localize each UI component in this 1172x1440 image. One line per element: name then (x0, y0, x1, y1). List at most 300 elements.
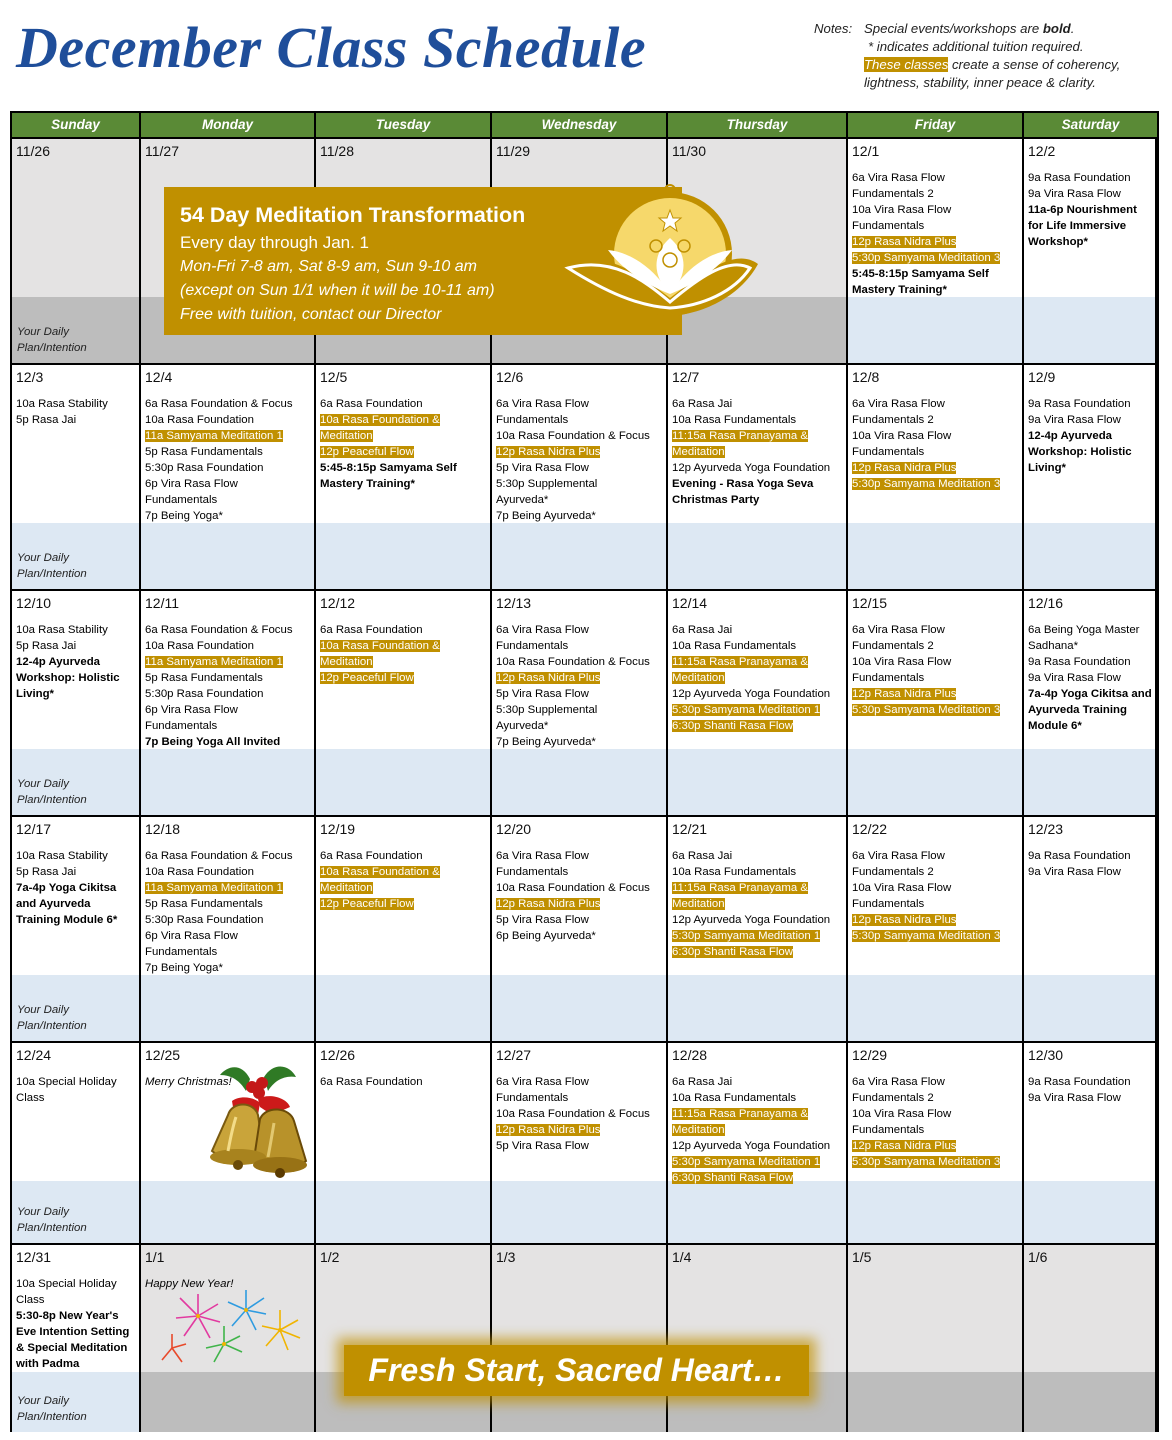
special-event (16, 654, 137, 670)
day-events (852, 396, 1020, 492)
event-text: 11a Samyama Meditation 1 (145, 430, 283, 442)
class-entry (496, 718, 664, 734)
event-text: Fundamentals (852, 1124, 925, 1136)
day-events (852, 170, 1020, 298)
event-text: 6a Vira Rasa Flow (852, 1076, 945, 1088)
day-events (16, 1074, 137, 1106)
day-events (672, 1074, 844, 1186)
plan-intention-label (17, 324, 87, 356)
day-events (672, 848, 844, 960)
featured-class (672, 654, 844, 670)
featured-class (496, 444, 664, 460)
event-text: Ayurveda* (496, 494, 549, 506)
plan-label-line-2: Plan/Intention (17, 568, 87, 580)
event-text: 12p Rasa Nidra Plus (852, 688, 957, 700)
class-entry (496, 1106, 664, 1122)
calendar-day-cell (668, 1043, 846, 1243)
event-text: 12p Rasa Nidra Plus (852, 236, 957, 248)
featured-class (672, 896, 844, 912)
event-text: Fundamentals 2 (852, 1092, 934, 1104)
calendar-day-cell (1024, 817, 1155, 1041)
class-entry (1028, 396, 1153, 412)
event-text: 5:30p Samyama Meditation 3 (852, 252, 1001, 264)
event-text: Meditation (672, 1124, 725, 1136)
class-entry (1028, 622, 1153, 638)
event-text: 10a Rasa Fundamentals (672, 1092, 797, 1104)
day-date: 1/3 (496, 1249, 516, 1265)
plan-intention-area (492, 1181, 666, 1243)
event-text: Meditation (672, 672, 725, 684)
class-entry (672, 848, 844, 864)
special-event (16, 1308, 137, 1324)
event-text: Fundamentals (145, 946, 218, 958)
day-events (16, 622, 137, 702)
event-text: 6p Vira Rasa Flow (145, 930, 238, 942)
special-event (852, 282, 1020, 298)
fresh-start-banner: Fresh Start, Sacred Heart… (344, 1345, 809, 1396)
event-text: 12p Rasa Nidra Plus (852, 1140, 957, 1152)
event-text: 5p Vira Rasa Flow (496, 914, 589, 926)
event-text: 10a Vira Rasa Flow (852, 882, 952, 894)
event-text: 9a Rasa Foundation (1028, 172, 1131, 184)
featured-class (320, 444, 488, 460)
day-date: 12/22 (852, 821, 888, 837)
featured-class (496, 896, 664, 912)
class-entry (496, 1090, 664, 1106)
featured-class (852, 476, 1020, 492)
special-event (672, 492, 844, 508)
day-date: 12/27 (496, 1047, 532, 1063)
event-text: 10a Special Holiday (16, 1278, 117, 1290)
featured-class (852, 912, 1020, 928)
calendar-day-cell (848, 139, 1022, 363)
calendar-day-cell (12, 1043, 139, 1243)
event-text: Meditation (320, 430, 373, 442)
event-text: 10a Rasa Foundation & Focus (496, 430, 650, 442)
event-text: 9a Vira Rasa Flow (1028, 1092, 1121, 1104)
event-text: 6:30p Shanti Rasa Flow (672, 946, 793, 958)
event-text: 6a Rasa Foundation (320, 850, 423, 862)
event-text: 10a Rasa Foundation (145, 414, 254, 426)
event-text: 10a Vira Rasa Flow (852, 430, 952, 442)
event-text: 6a Rasa Foundation & Focus (145, 398, 293, 410)
day-events (16, 396, 137, 428)
event-text: Training Module 6* (16, 914, 118, 926)
day-events (145, 396, 312, 524)
class-entry (16, 1276, 137, 1292)
day-date: 12/2 (1028, 143, 1056, 159)
class-entry (672, 1090, 844, 1106)
notes-line-2: * indicates additional tuition required. (868, 39, 1084, 54)
calendar-day-cell (12, 365, 139, 589)
day-date: 12/5 (320, 369, 348, 385)
class-entry (320, 622, 488, 638)
day-events (16, 1276, 137, 1372)
event-text: 10a Vira Rasa Flow (852, 656, 952, 668)
featured-class (320, 638, 488, 654)
event-text: 9a Vira Rasa Flow (1028, 672, 1121, 684)
day-date: 12/13 (496, 595, 532, 611)
banner-contact: Free with tuition, contact our Director (180, 306, 442, 323)
class-entry (145, 896, 312, 912)
fireworks-icon (158, 1286, 308, 1370)
event-text: 6a Rasa Jai (672, 1076, 733, 1088)
event-text: 5p Rasa Fundamentals (145, 898, 263, 910)
christmas-bells-icon (202, 1057, 314, 1182)
event-text: 6a Vira Rasa Flow (852, 850, 945, 862)
event-text: 12p Rasa Nidra Plus (496, 1124, 601, 1136)
day-date: 12/26 (320, 1047, 356, 1063)
featured-class (852, 702, 1020, 718)
event-text: 6a Rasa Foundation (320, 624, 423, 636)
class-entry (320, 396, 488, 412)
class-entry (852, 848, 1020, 864)
day-date: 12/25 (145, 1047, 181, 1063)
notes-line-1: Special events/workshops are bold. (864, 21, 1075, 36)
event-text: Fundamentals (496, 866, 569, 878)
day-date: 11/26 (16, 143, 50, 159)
class-entry (145, 718, 312, 734)
event-text: Fundamentals (852, 446, 925, 458)
class-entry (672, 460, 844, 476)
class-entry (145, 944, 312, 960)
class-entry (496, 912, 664, 928)
class-entry (496, 686, 664, 702)
plan-intention-area (492, 749, 666, 815)
calendar-day-cell (492, 591, 666, 815)
plan-intention-area (316, 975, 490, 1041)
plan-label-line-1: Your Daily (17, 778, 69, 790)
event-text: 5p Vira Rasa Flow (496, 462, 589, 474)
plan-intention-label (17, 550, 87, 582)
class-entry (672, 412, 844, 428)
featured-class (852, 234, 1020, 250)
plan-intention-area (141, 1372, 314, 1432)
event-text: 10a Rasa Stability (16, 624, 108, 636)
class-entry (496, 880, 664, 896)
event-text: 12p Ayurveda Yoga Foundation (672, 462, 831, 474)
event-text: Fundamentals 2 (852, 188, 934, 200)
event-text: 12-4p Ayurveda (16, 656, 100, 668)
featured-class (672, 670, 844, 686)
event-text: 9a Rasa Foundation (1028, 656, 1131, 668)
event-text: 6a Rasa Jai (672, 398, 733, 410)
class-entry (1028, 1090, 1153, 1106)
event-text: 6a Rasa Foundation (320, 398, 423, 410)
event-text: 10a Rasa Fundamentals (672, 640, 797, 652)
class-entry (852, 880, 1020, 896)
day-date: 12/28 (672, 1047, 708, 1063)
event-text: Happy New Year! (145, 1278, 234, 1290)
featured-class (672, 880, 844, 896)
featured-class (320, 880, 488, 896)
plan-intention-area (1024, 297, 1155, 363)
day-date: 12/18 (145, 821, 181, 837)
featured-class (320, 412, 488, 428)
calendar-day-cell (141, 365, 314, 589)
calendar-day-cell (12, 139, 139, 363)
calendar-day-cell (492, 365, 666, 589)
event-text: 5:30p Samyama Meditation 1 (672, 1156, 821, 1168)
day-events (1028, 170, 1153, 250)
featured-class (672, 702, 844, 718)
event-text: 5p Rasa Jai (16, 866, 77, 878)
event-text: 9a Rasa Foundation (1028, 1076, 1131, 1088)
plan-intention-area (141, 749, 314, 815)
banner-title: 54 Day Meditation Transformation (180, 203, 526, 227)
day-events (16, 848, 137, 928)
event-text: Fundamentals (852, 220, 925, 232)
class-entry (496, 864, 664, 880)
day-events (852, 622, 1020, 718)
event-text: 11:15a Rasa Pranayama & (672, 656, 808, 668)
class-entry (496, 928, 664, 944)
day-date: 12/16 (1028, 595, 1064, 611)
event-text: 6a Vira Rasa Flow (852, 398, 945, 410)
event-text: 6a Rasa Jai (672, 624, 733, 636)
class-entry (852, 428, 1020, 444)
event-text: 5:30p Rasa Foundation (145, 688, 264, 700)
event-text: 12p Peaceful Flow (320, 672, 414, 684)
day-date: 12/19 (320, 821, 356, 837)
event-text: 6a Rasa Foundation & Focus (145, 850, 293, 862)
event-text: Merry Christmas! (145, 1076, 232, 1088)
featured-class (852, 1154, 1020, 1170)
featured-class (672, 444, 844, 460)
class-entry (496, 734, 664, 750)
event-text: 10a Rasa Foundation (145, 640, 254, 652)
calendar-day-cell (848, 1245, 1022, 1432)
event-text: 5p Rasa Fundamentals (145, 672, 263, 684)
calendar-day-cell (492, 1245, 666, 1432)
class-entry (1028, 654, 1153, 670)
class-entry (145, 412, 312, 428)
plan-intention-area (1024, 1372, 1155, 1432)
event-text: 6a Rasa Foundation (320, 1076, 423, 1088)
class-entry (852, 654, 1020, 670)
event-text: 12p Peaceful Flow (320, 898, 414, 910)
special-event (1028, 218, 1153, 234)
featured-class (852, 460, 1020, 476)
plan-label-line-1: Your Daily (17, 1004, 69, 1016)
day-date: 1/2 (320, 1249, 340, 1265)
event-text: Workshop: Holistic (1028, 446, 1132, 458)
event-text: 10a Rasa Foundation & Focus (496, 882, 650, 894)
class-entry (16, 1292, 137, 1308)
event-text: 6a Vira Rasa Flow (496, 1076, 589, 1088)
class-entry (852, 896, 1020, 912)
calendar-day-cell (12, 817, 139, 1041)
day-date: 11/28 (320, 143, 354, 159)
event-text: 12p Ayurveda Yoga Foundation (672, 1140, 831, 1152)
event-text: Ayurveda* (496, 720, 549, 732)
special-event (16, 670, 137, 686)
event-text: 11:15a Rasa Pranayama & (672, 1108, 808, 1120)
calendar-day-cell (668, 591, 846, 815)
event-text: Meditation (320, 656, 373, 668)
plan-intention-area (141, 975, 314, 1041)
featured-class (852, 250, 1020, 266)
event-text: 5:30p Samyama Meditation 1 (672, 930, 821, 942)
day-events (496, 848, 664, 944)
event-text: 12p Rasa Nidra Plus (496, 898, 601, 910)
event-text: 10a Rasa Foundation (145, 866, 254, 878)
plan-intention-area (1024, 1181, 1155, 1243)
calendar-day-cell (316, 1043, 490, 1243)
class-entry (852, 444, 1020, 460)
calendar-day-cell (316, 365, 490, 589)
plan-intention-area (668, 523, 846, 589)
day-date: 12/10 (16, 595, 52, 611)
day-events (145, 848, 312, 976)
class-entry (145, 638, 312, 654)
featured-class (496, 1122, 664, 1138)
event-text: 5:30p Samyama Meditation 1 (672, 704, 821, 716)
plan-intention-area (141, 1181, 314, 1243)
event-text: Fundamentals (145, 494, 218, 506)
featured-class (852, 686, 1020, 702)
event-text: 6p Vira Rasa Flow (145, 478, 238, 490)
event-text: 6a Vira Rasa Flow (852, 624, 945, 636)
special-event (1028, 460, 1153, 476)
special-event (852, 266, 1020, 282)
calendar-day-cell (668, 365, 846, 589)
event-text: Fundamentals (145, 720, 218, 732)
event-text: Module 6* (1028, 720, 1082, 732)
day-date: 1/1 (145, 1249, 165, 1265)
class-entry (1028, 864, 1153, 880)
event-text: 7a-4p Yoga Cikitsa and (1028, 688, 1152, 700)
calendar-day-cell (1024, 1043, 1155, 1243)
special-event (1028, 686, 1153, 702)
day-date: 12/12 (320, 595, 356, 611)
event-text: 6a Vira Rasa Flow (496, 850, 589, 862)
day-date: 12/17 (16, 821, 52, 837)
plan-label-line-2: Plan/Intention (17, 1020, 87, 1032)
class-entry (496, 848, 664, 864)
calendar-day-cell (848, 1043, 1022, 1243)
class-entry (852, 864, 1020, 880)
event-text: Living* (16, 688, 54, 700)
calendar-day-cell (1024, 139, 1155, 363)
event-text: Class (16, 1092, 45, 1104)
day-date: 12/31 (16, 1249, 52, 1265)
event-text: 5:30p Samyama Meditation 3 (852, 704, 1001, 716)
event-text: 10a Vira Rasa Flow (852, 204, 952, 216)
event-text: Living* (1028, 462, 1066, 474)
class-entry (496, 476, 664, 492)
featured-class (145, 880, 312, 896)
class-entry (320, 848, 488, 864)
day-date: 11/27 (145, 143, 179, 159)
class-entry (672, 1074, 844, 1090)
class-entry (145, 912, 312, 928)
special-event (16, 880, 137, 896)
event-text: & Special Meditation (16, 1342, 128, 1354)
day-date: 12/6 (496, 369, 524, 385)
class-entry (852, 1090, 1020, 1106)
featured-class (672, 428, 844, 444)
plan-intention-area (492, 523, 666, 589)
class-entry (16, 638, 137, 654)
calendar-day-cell (12, 1245, 139, 1432)
event-text: 12p Rasa Nidra Plus (852, 462, 957, 474)
special-event (1028, 428, 1153, 444)
banner-subtitle: Every day through Jan. 1 (180, 233, 370, 252)
class-entry (145, 864, 312, 880)
event-text: Christmas Party (672, 494, 760, 506)
calendar-day-cell (141, 591, 314, 815)
day-date: 1/6 (1028, 1249, 1048, 1265)
banner-exception: (except on Sun 1/1 when it will be 10-11 am) (180, 282, 495, 299)
featured-class (852, 1138, 1020, 1154)
calendar-day-cell (848, 591, 1022, 815)
class-entry (1028, 638, 1153, 654)
event-text: Evening - Rasa Yoga Seva (672, 478, 814, 490)
plan-intention-area (1024, 975, 1155, 1041)
event-text: 9a Vira Rasa Flow (1028, 188, 1121, 200)
event-text: 10a Rasa Stability (16, 398, 108, 410)
class-entry (145, 686, 312, 702)
day-events (320, 622, 488, 686)
calendar-day-cell (848, 817, 1022, 1041)
class-entry (16, 848, 137, 864)
calendar-day-cell (141, 817, 314, 1041)
day-events (145, 622, 312, 750)
class-entry (145, 476, 312, 492)
plan-label-line-2: Plan/Intention (17, 342, 87, 354)
class-entry (16, 1074, 137, 1090)
special-event (1028, 702, 1153, 718)
featured-class (320, 864, 488, 880)
calendar-day-cell (12, 591, 139, 815)
event-text: Ayurveda Training (1028, 704, 1127, 716)
day-events (672, 622, 844, 734)
class-entry (672, 638, 844, 654)
event-text: 5p Rasa Jai (16, 414, 77, 426)
featured-class (672, 944, 844, 960)
class-entry (145, 622, 312, 638)
class-entry (16, 412, 137, 428)
special-event (16, 1340, 137, 1356)
plan-label-line-2: Plan/Intention (17, 794, 87, 806)
event-text: 6:30p Shanti Rasa Flow (672, 1172, 793, 1184)
plan-intention-area (316, 1181, 490, 1243)
day-events (320, 396, 488, 492)
event-text: 10a Rasa Foundation & (320, 414, 440, 426)
class-entry (1028, 848, 1153, 864)
event-text: 6a Vira Rasa Flow (496, 624, 589, 636)
calendar-day-cell (492, 1043, 666, 1243)
plan-intention-area (492, 975, 666, 1041)
plan-intention-label (17, 1204, 87, 1236)
day-events (672, 396, 844, 508)
class-entry (496, 412, 664, 428)
class-entry (496, 1138, 664, 1154)
event-text: Fundamentals (852, 672, 925, 684)
event-text: Sadhana* (1028, 640, 1079, 652)
featured-class (145, 428, 312, 444)
event-text: 5:30p Supplemental (496, 478, 598, 490)
event-text: 10a Rasa Foundation & Focus (496, 1108, 650, 1120)
event-text: Fundamentals 2 (852, 640, 934, 652)
day-date: 1/5 (852, 1249, 872, 1265)
day-header-monday: Monday (141, 113, 316, 137)
event-text: 5p Rasa Jai (16, 640, 77, 652)
event-text: 5:45-8:15p Samyama Self (852, 268, 989, 280)
plan-label-line-2: Plan/Intention (17, 1411, 87, 1423)
event-text: 6p Vira Rasa Flow (145, 704, 238, 716)
